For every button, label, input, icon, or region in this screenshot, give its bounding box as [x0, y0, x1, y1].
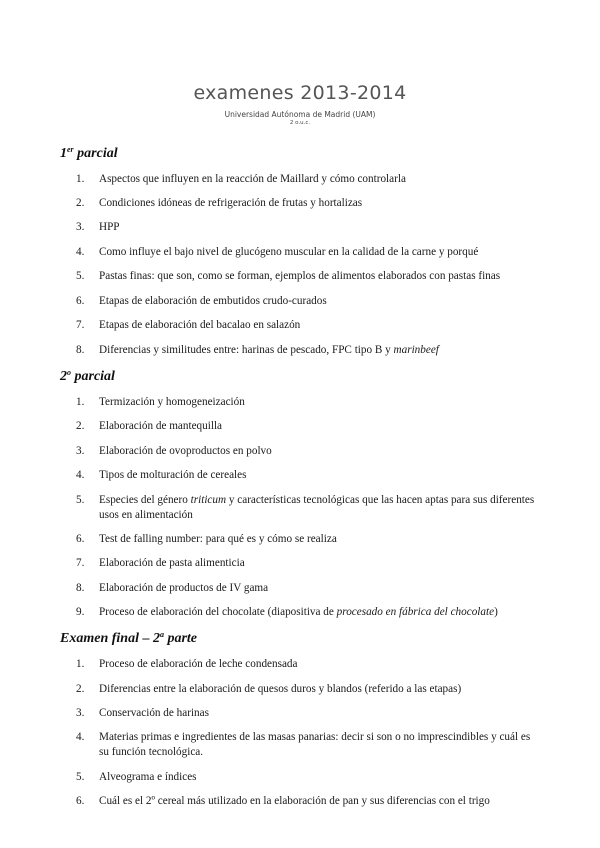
section-heading-examen-final: Examen final – 2$^a$ parte [60, 630, 198, 646]
course-label: 2 o.u.c. [289, 120, 311, 126]
section-heading-2o-parcial: 2$^o$ parcial [60, 368, 115, 384]
university-name: Universidad Autónoma de Madrid (UAM) [224, 110, 376, 119]
document-title: examenes 2013-2014 [193, 82, 407, 104]
document-page: examenes 2013-2014 Universidad Autónoma de Madrid (UAM) 2 o.u.c. 1er parcial 1. Aspectos que influyen en la reacción de Maillard y cómo controlarla 2. Condiciones idóneas de refrigeración de frutas y hortalizas 3. HPP 4. Como influye el bajo nivel de glucógeno muscular en la calidad de la carne y porqué 5. Pastas finas: que son, como se forman, ejemplos de alimentos elaborados con pastas finas 6. Etapas de elaboración de embutidos crudo-curados 7. Etapas de elaboración del bacalao en salazón 8. Diferencias y similitudes entre: harinas de pescado, FPC tipo B y marinbeef 2$^o$ parcial 1. Termización y homogeneización 2. Elaboración de mantequilla 3. Elaboración de ovoproductos en polvo 4. Tipos de molturación de cereales 5. Especies del género triticum y características tecnológicas que las hacen aptas para sus diferentes usos en alimentación 6. Test de falling number: para qué es y cómo se realiza 7. Elaboración de pasta alimenticia 8. Elaboración de productos de IV gama 9. Proceso de elaboración del chocolate (diapositiva de procesado en fábrica del chocolate) Examen final – 2$^a$ parte 1. Proceso de elaboración de leche condensada 2. Diferencias entre la elaboración de quesos duros y blandos (referido a las etapas) 3. Conservación de harinas 4. Materias primas e ingredientes de las masas panarias: decir si son o no imprescindibles y cuál es su función tecnológica. 5. Alveograma e índices 6. Cuál es el 2º cereal más utilizado en la elaboración de pan y sus diferencias con el trigo [0, 0, 600, 848]
section-heading-1er-parcial: 1er parcial [60, 145, 118, 161]
